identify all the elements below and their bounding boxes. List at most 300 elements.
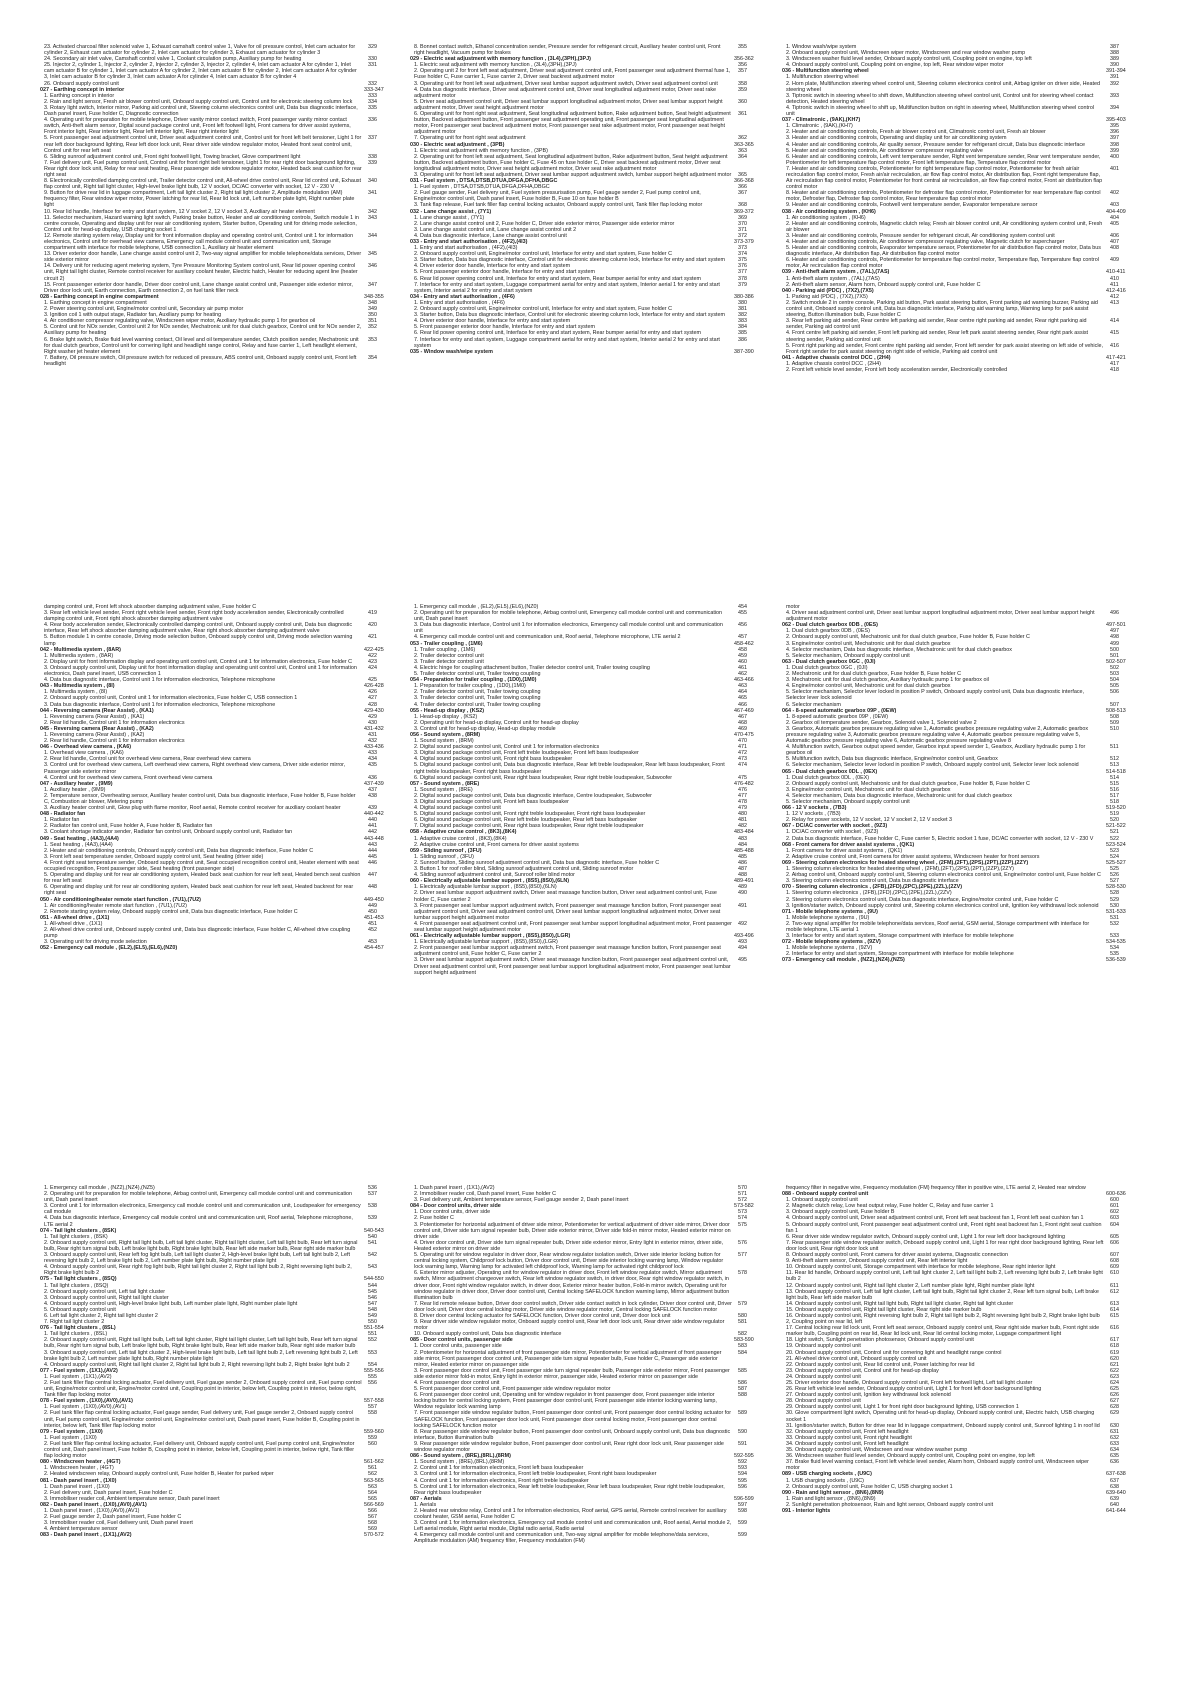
entry-page: 423 <box>368 658 377 665</box>
entry-title: 30. Glove compartment light switch, Operating unit for head-up display, Onboard supply control unit, Electric hatch, USB charging socket 1 <box>786 1410 1095 1423</box>
index-entry <box>40 105 430 117</box>
entry-page: 411 <box>1110 281 1119 288</box>
entry-title: 4. Driver exterior door handle, Interface for entry and start system <box>414 318 571 325</box>
entry-page: 470 <box>738 738 747 745</box>
entry-title: 5. Operating and display unit for rear air conditioning system, Heated back seat cushion for rear left seat, Heated bench seat cushion for rear left seat <box>44 872 361 885</box>
entry-page: 383 <box>738 318 747 325</box>
entry-title: 079 - Fuel system , (1X0) <box>40 1428 103 1435</box>
entry-title: 1. Tail light clusters , (8SK) <box>44 1233 108 1240</box>
entry-page: 395 <box>1110 123 1119 130</box>
index-entry <box>410 945 800 957</box>
entry-page: 528 <box>1110 890 1119 897</box>
entry-title: 9. Button for drive rear lid in luggage compartment, Left tail light cluster 2, Right tail light cluster 2, Amplitude modulation (AM) frequency filter, Rear window wiper motor, Power latching for rear lid, Rear lid lock unit, Left number plate light, Right number plate light <box>44 190 355 209</box>
entry-title: 1. Auxiliary heater , (9M9) <box>44 786 106 793</box>
entry-page: 569 <box>368 1526 377 1533</box>
entry-title: 1. Windscreen heater , (4GT) <box>44 1465 114 1472</box>
index-entry <box>40 927 430 939</box>
entry-title: 3. Interface for entry and start system, Storage compartment with interface for mobile telephone <box>786 933 1014 940</box>
entry-title: 23. Activated charcoal filter solenoid valve 1, Exhaust camshaft control valve 1, Valve for oil pressure control, Inlet cam actuator for cylinder 2, Exhaust cam actuator for cylinder 2, Inlet cam actuator for cylinder 3, Exhaust cam actuator for cylinder 3 <box>44 44 356 57</box>
entry-title: 4. Engine/motor control unit, Mechatronic unit for dual clutch gearbox <box>786 683 951 690</box>
entry-title: 061 - Electrically adjustable lumbar support , (8S5),(8S0),(LGR) <box>410 933 571 940</box>
index-entry <box>410 903 800 921</box>
entry-page: 350 <box>368 312 377 319</box>
entry-page: 536-539 <box>1106 957 1126 964</box>
index-column <box>410 44 800 544</box>
entry-title: 1. All-wheel drive , (1X1) <box>44 920 103 927</box>
entry-title: 8. Electronically controlled damping control unit, Trailer detector control unit, All-wheel drive control unit, Rear lid control unit, Exhaust flap control unit, Right tail light cluster, High-level brake light bulb, 12 V socket, DC/AC converter with socket, 12 V - 230 V <box>44 178 362 191</box>
entry-page: 557 <box>368 1404 377 1411</box>
entry-title: 036 - Multifunction steering wheel <box>782 68 869 75</box>
index-entry <box>782 1240 1172 1252</box>
entry-title: 1. Trailer coupling , (1M6) <box>414 646 476 653</box>
entry-title: 3. Starter button, Data bus diagnostic interface, Control unit for electronic steering column lock, Interface for entry and start system <box>414 312 726 319</box>
index-entry <box>40 263 430 281</box>
entry-page: 417 <box>1110 360 1119 367</box>
entry-title: 9. Rear passenger side window regulator button, Front passenger door control unit, Rear right door lock unit, Rear passenger side window regulator motor <box>414 1440 724 1454</box>
entry-page: 434 <box>368 756 377 763</box>
entry-title: 4. Data bus diagnostic interface, Emergency call module control unit and communication unit, Roof aerial, Telephone microphone, LTE aerial 2 <box>44 1215 353 1228</box>
entry-title: 2. Mechatronic unit for dual clutch gearbox, Fuse holder B, Fuse holder C <box>786 671 961 678</box>
index-entry <box>40 117 430 135</box>
entry-title: 3. Gearbox, Automatic gearbox pressure regulating valve 1, Automatic gearbox pressure regulating valve 2, Automatic gearbox pressure regulating valve 3, Automatic gearbox pressure regulating valve 4, Automatic gearbox pressure regulating valve 5, Automatic gearbox pressure regulating valve 6, Automatic gearbox pressure regulating valve 8 <box>786 725 1089 745</box>
entry-title: 072 - Mobile telephone systems , (9ZV) <box>782 939 881 946</box>
entry-page: 448 <box>368 884 377 891</box>
entry-page: 414 <box>1110 318 1119 325</box>
entry-title: 1. Tail light clusters , (8SL) <box>44 1331 108 1338</box>
entry-title: 086 - Sound system , (8RE),(8RL),(8RM) <box>410 1453 511 1460</box>
entry-page: 632 <box>1110 1434 1119 1441</box>
entry-title: 1. Sound system , (8RE) <box>414 786 473 793</box>
entry-title: 4. Onboard supply control unit, Coupling point on engine, top left, Rear window wiper motor <box>786 62 1004 69</box>
entry-page: 534 <box>1110 945 1119 952</box>
index-entry <box>40 1441 430 1459</box>
entry-title: 3. Onboard supply control unit, Display unit for front information display and operating unit control unit, Control unit 1 for information electronics, Dash panel insert, USB connection 1 <box>44 664 357 678</box>
index-entry <box>40 251 430 263</box>
entry-title: 1. Onboard supply control unit <box>786 1197 858 1204</box>
entry-page: 635 <box>1110 1453 1119 1460</box>
entry-title: 032 - Lane change assist , (7Y1) <box>410 208 492 215</box>
entry-title: 071 - Mobile telephone systems , (9U) <box>782 908 878 915</box>
index-entry <box>40 324 430 336</box>
entry-page: 547 <box>368 1300 377 1307</box>
entry-page: 426-428 <box>364 683 384 690</box>
entry-page: 351 <box>368 318 377 325</box>
entry-title: 2. Temperature sensor, Overheating sensor, Auxiliary heater control unit, Data bus diagnostic interface, Fuse holder B, Fuse holder C, Combustion air blower, Metering pump <box>44 792 356 805</box>
entry-page: 382 <box>738 312 747 319</box>
entry-title: 1. 12 V sockets , (7B3) <box>786 811 841 818</box>
entry-title: 8. Driver door central locking actuator for SAFELOCK function, Driver door control unit, Driver door lock unit <box>414 1312 671 1319</box>
entry-page: 331 <box>368 62 377 69</box>
entry-page: 392 <box>1110 80 1119 87</box>
entry-title: 9. Rear driver side window regulator motor, Onboard supply control unit, Rear left door lock unit, Rear driver side window regulator motor <box>414 1319 725 1332</box>
entry-page: 439 <box>368 805 377 812</box>
entry-page: 436 <box>368 774 377 781</box>
entry-page: 568 <box>368 1520 377 1527</box>
entry-title: 3. Control unit for overhead view camera, Left overhead view camera, Right overhead view camera, Driver side exterior mirror, Passenger side exterior mirror <box>44 762 346 775</box>
entry-page: 511 <box>1110 744 1119 751</box>
entry-title: 087 - Aerials <box>410 1495 442 1502</box>
entry-title: 14. Delivery unit for reducing agent metering system, Tyre Pressure Monitoring System control unit, Rear lid power opening control unit, Right tail light cluster, Remote control receiver for auxiliary coolant heater, Electric hatch, Heater for reducing agent line (heater circuit 2) <box>44 263 358 282</box>
entry-page: 335 <box>368 104 377 111</box>
entry-title: 1. Dash panel insert , (1X1),(AV2) <box>414 1185 495 1191</box>
index-column <box>40 1185 430 1675</box>
entry-page: 485 <box>738 853 747 860</box>
entry-title: 2. Fuel gauge sender, Fuel delivery unit, Fuel system pressurisation pump, Fuel gauge sender 2, Fuel pump control unit, Engine/motor control unit, Dash panel insert, Fuse holder B, Fuse 10 on fuse holder B <box>414 190 701 203</box>
index-entry <box>410 622 800 634</box>
entry-title: 1. Emergency call module , (EL2),(EL5),(EL6),(NZ0) <box>414 604 539 610</box>
entry-title: 067 - DC/AC converter with socket , (9Z3) <box>782 823 888 830</box>
entry-title: 057 - Sound system , (8RE) <box>410 780 480 787</box>
entry-title: 2. Onboard supply control unit, Control unit 1 for information electronics, Fuse holder C, USB connection 1 <box>44 695 298 702</box>
entry-title: 9. Heater and air conditioning controls, Footwell vent temperature sender, Evaporator temperature sensor <box>786 202 1038 209</box>
entry-title: 4. Onboard supply control unit, Rear right fog light bulb, Right tail light cluster 2, Right tail light bulb 2, Right reversing light bulb 2, Right brake light bulb 2 <box>44 1264 352 1277</box>
entry-page: 566 <box>368 1507 377 1514</box>
entry-page: 630 <box>1110 1422 1119 1429</box>
entry-title: 065 - Dual clutch gearbox 0DL , (0EX) <box>782 768 878 775</box>
entry-page: 557-558 <box>364 1398 384 1405</box>
index-entry <box>410 890 800 902</box>
entry-title: 2. Rear lid handle, Control unit for overhead view camera, Rear overhead view camera <box>44 756 251 763</box>
entry-page: 372 <box>738 232 747 239</box>
entry-page: 426 <box>368 689 377 696</box>
entry-page: 431-432 <box>364 725 384 732</box>
entry-title: 1. Steering column electronics , (2FB),(2FD),(2PC),(2PE),(2ZL),(2ZV) <box>786 890 952 897</box>
index-entry <box>410 87 800 99</box>
index-entry <box>782 1270 1172 1282</box>
entry-title: 054 - Preparation for trailer coupling , (1D0),(1M0) <box>410 677 537 684</box>
index-entry <box>40 634 430 646</box>
index-entry <box>410 1532 800 1544</box>
entry-page: 597 <box>738 1501 747 1508</box>
entry-page: 446 <box>368 859 377 866</box>
index-entry <box>782 245 1172 257</box>
entry-page: 481 <box>738 817 747 824</box>
entry-title: 7. Rear lid remote release button, Driver door control switch, Driver side contact switch in lock cylinder, Driver door control unit, Driver door lock unit, Driver door central locking motor, Driver side window regulator motor, Central locking SAFELOCK function motor <box>414 1300 732 1313</box>
entry-page: 342 <box>368 208 377 215</box>
entry-page: 391 <box>1110 74 1119 81</box>
entry-title: 6. Operating and display unit for rear air conditioning system, Heated back seat cushion for rear left seat, Heated backrest for rear right seat <box>44 884 354 897</box>
entry-title: 1. Climatronic , (9AK),(KH7) <box>786 123 853 130</box>
entry-page: 365 <box>738 171 747 178</box>
entry-title: 1. Radiator fan <box>44 817 80 824</box>
entry-page: 360 <box>738 98 747 105</box>
entry-title: 2. Radiator fan control unit, Fuse holder A, Fuse holder B, Radiator fan <box>44 823 213 830</box>
entry-title: 1. Tail light clusters , (8SQ) <box>44 1282 109 1289</box>
entry-title: 5. Control unit for NOx sender, Control unit 2 for NOx sender, Mechatronic unit for dual clutch gearbox, Control unit for NOx sender 2, Auxiliary pump for heating <box>44 324 362 337</box>
entry-title: 3. Digital sound package control unit, Front left treble loudspeaker, Front left bass loudspeaker <box>414 750 639 757</box>
entry-title: 34. Onboard supply control unit, Front left headlight <box>786 1440 909 1447</box>
entry-title: 1. Dual clutch gearbox 0DL , (0EX) <box>786 774 870 781</box>
entry-title: 3. Rear left parking aid sender, Rear centre left parking aid sender, Rear centre right parking aid sender, Rear right parking aid sender, Parking aid control unit <box>786 318 1087 331</box>
entry-page: 587 <box>738 1386 747 1393</box>
entry-page: 356 <box>738 62 747 69</box>
entry-title: 2. Immobiliser reader coil, Dash panel insert, Fuse holder C <box>414 1191 557 1198</box>
entry-title: 26. Onboard supply control unit <box>44 80 119 87</box>
entry-title: 37. Brake fluid level warning contact, Front left vehicle level sender, Alarm horn, Onboard supply control unit, Windscreen wiper motor <box>786 1459 1089 1472</box>
entry-page: 550 <box>368 1319 377 1326</box>
entry-title: 3. Starter button, Data bus diagnostic interface, Control unit for electronic steering column lock, Interface for entry and start system <box>414 257 726 264</box>
entry-title: 3. Mechatronic unit for dual clutch gearbox, Auxiliary hydraulic pump 1 for gearbox oil <box>786 677 989 684</box>
entry-title: 055 - Head-up display , (KS2) <box>410 707 484 714</box>
index-entry <box>410 1222 800 1240</box>
entry-page: 472 <box>738 750 747 757</box>
entry-page: 338 <box>368 153 377 160</box>
entry-page: 458 <box>738 646 747 653</box>
entry-page: 376 <box>738 263 747 270</box>
entry-title: 5. Operating unit for window regulator in driver door, Rear window regulator isolation switch, Driver side interior locking button for central locking system, Childproof lock button, Driver door control unit, Driver side interior locking warning lamp, Window regulator lock warning lamp, Warning lamp for activated left childproof lock, Warning lamp for activated right childproof lock <box>414 1252 724 1271</box>
index-column <box>782 604 1172 1124</box>
entry-title: 075 - Tail light clusters , (8SQ) <box>40 1276 117 1283</box>
entry-page: 504 <box>1110 677 1119 684</box>
entry-title: 3. Heater and air conditioning controls, Pressure sender for refrigerant circuit, Air conditioning system control unit <box>786 232 1055 239</box>
entry-page: 516 <box>1110 786 1119 793</box>
entry-title: 043 - Multimedia system , (8I) <box>40 683 115 690</box>
entry-page: 369 <box>738 214 747 221</box>
entry-title: 078 - Fuel system , (1X0),(AV0),(AV1) <box>40 1398 133 1405</box>
entry-title: 5. Digital sound package control unit, Data bus diagnostic interface, Rear left treble loudspeaker, Rear left bass loudspeaker, Front right treble loudspeaker, Front right bass loudspeaker <box>414 762 725 775</box>
entry-title: 040 - Parking aid (PDC) , (7X2),(7X5) <box>782 287 874 294</box>
entry-title: 7. Right tail light cluster 2 <box>44 1319 105 1326</box>
entry-page: 563-565 <box>364 1477 384 1484</box>
entry-page: 614 <box>1110 1306 1119 1313</box>
entry-page: 485-488 <box>734 847 754 854</box>
entry-title: 3. Tiptronic switch in steering wheel to shift down, Multifunction steering wheel control unit, Control unit for steering wheel contact detection, Heated steering wheel <box>786 92 1094 105</box>
entry-page: 457 <box>738 634 747 641</box>
entry-page: 403 <box>1110 202 1119 209</box>
entry-page: 379 <box>738 281 747 288</box>
entry-page: 380-386 <box>734 293 754 300</box>
entry-title: 2. Heated rear window relay, Control unit 1 for information electronics, Roof aerial, GPS aerial, Remote control receiver for auxiliary coolant heater, GSM aerial, Fuse holder C <box>414 1507 727 1521</box>
entry-title: 6. Heater and air conditioning controls, Left vent temperature sender, Right vent temperature sender, Rear vent temperature sender, Potentiometer for left temperature flap control motor, Front left temperature flap, Temperature flap control motor <box>786 153 1101 166</box>
entry-page: 540 <box>368 1233 377 1240</box>
entry-title: 4. Emergency call module control unit and communication unit, Two-way signal amplifier for mobile telephone/data services, Amplitude modulation (AM) frequency filter, Frequency modulation (FM) <box>414 1532 710 1545</box>
entry-title: 052 - Emergency call module , (EL2),(EL5),(EL6),(NZ0) <box>40 945 178 952</box>
entry-title: 4. Digital sound package control unit <box>414 805 501 812</box>
entry-page: 451 <box>368 920 377 927</box>
entry-title: 081 - Dash panel insert , (1X0) <box>40 1477 117 1484</box>
entry-title: 2. Trailer detector control unit, Trailer towing coupling <box>414 689 541 696</box>
entry-page: 628 <box>1110 1404 1119 1411</box>
entry-title: 6. Operating unit for front right seat adjustment, Seat longitudinal adjustment button, Rake adjustment button, Seat height adjustment button, Backrest adjustment button, Front passenger seat adjustment operating unit, Front passenger seat longitudinal adjustment motor, Front passenger seat backrest adjustment motor, Front passenger seat rake adjustment motor, Front passenger seat height adjustment motor <box>414 111 731 136</box>
entry-page: 483-484 <box>734 829 754 836</box>
entry-title: 1. Fuel system , (1X1),(AV2) <box>44 1373 112 1380</box>
entry-page: 523-524 <box>1106 841 1126 848</box>
entry-title: 3. Operating unit for front left seat adjustment, Driver seat lumbar support adjustment switch, Driver seat adjustment control unit <box>414 80 718 87</box>
entry-page: 551-554 <box>364 1325 384 1332</box>
entry-title: 4. Heater and air conditioning controls, Air quality sensor, Pressure sender for refrigerant circuit, Data bus diagnostic interface <box>786 141 1086 148</box>
entry-title: 5. Selector mechanism, Selector lever locked in position P switch, Onboard supply control unit, Data bus diagnostic interface, Selector lever lock solenoid <box>786 689 1085 702</box>
entry-page: 596 <box>738 1483 747 1490</box>
entry-title: 5. Onboard supply control unit, Front passenger seat adjustment control unit, Front right seat backrest fan 1, Front right seat cushion fan 1 <box>786 1221 1102 1234</box>
entry-title: 030 - Electric seat adjustment , (3PB) <box>410 141 505 148</box>
entry-page: 594 <box>738 1471 747 1478</box>
entry-title: 3. Immobiliser reader coil, Fuel delivery unit, Dash panel insert <box>44 1520 193 1527</box>
entry-title: 3. Windscreen washer fluid level sender, Onboard supply control unit, Coupling point on engine, top left <box>786 56 1032 63</box>
entry-title: 2. Sunroof button, Sliding sunroof adjustment control unit, Data bus diagnostic interface, Fuse holder C <box>414 859 660 866</box>
entry-page: 498 <box>1110 634 1119 641</box>
entry-title: 7. Battery, Oil pressure switch, Oil pressure switch for reduced oil pressure, ABS control unit, Onboard supply control unit, Front left headlight <box>44 354 357 367</box>
entry-page: 402 <box>1110 190 1119 197</box>
index-entry <box>410 1520 800 1532</box>
index-entry <box>40 1380 430 1398</box>
entry-title: 4. Front passenger seat adjustment control unit, Front passenger seat lumbar support longitudinal adjustment motor, Front passenger seat lumbar support height adjustment motor <box>414 920 732 933</box>
entry-page: 366-368 <box>734 178 754 185</box>
entry-title: 3. Auxiliary heater control unit, Glow plug with flame monitor, Roof aerial, Remote control receiver for auxiliary coolant heater <box>44 805 341 812</box>
entry-title: 2. Fuel tank filler flap central locking actuator, Fuel delivery unit, Onboard supply control unit, Fuel pump control unit, Engine/motor control unit, Dash panel insert, Fuse holder B, Coupling point in interior, below left, Coupling point in interior, below right, Tank filler flap locking motor <box>44 1440 355 1460</box>
entry-title: 091 - Interior lights <box>782 1507 831 1514</box>
entry-page: 381 <box>738 306 747 313</box>
entry-page: 344 <box>368 232 377 239</box>
index-entry <box>782 154 1172 166</box>
index-entry <box>410 1270 800 1300</box>
entry-page: 433 <box>368 750 377 757</box>
index-entry <box>40 1252 430 1264</box>
index-entry <box>782 190 1172 202</box>
entry-title: 2. Onboard supply control unit, Engine/motor control unit, Interface for entry and start system, Fuse holder C <box>414 251 672 258</box>
entry-title: 1. Dash panel insert , (1X0) <box>44 1483 110 1490</box>
index-entry <box>782 726 1172 744</box>
entry-title: 6. Digital sound package control unit, Rear left treble loudspeaker, Rear left bass loudspeaker <box>414 817 637 824</box>
index-entry <box>410 337 800 349</box>
entry-title: 076 - Tail light clusters , (8SL) <box>40 1325 116 1332</box>
index-entry <box>40 135 430 153</box>
entry-title: 4. Selector mechanism, Data bus diagnostic interface, Mechatronic unit for dual clutch gearbox <box>786 792 1012 799</box>
entry-title: 1. Seat heating , (4A3),(4A4) <box>44 841 113 848</box>
index-entry <box>40 233 430 251</box>
index-entry <box>40 190 430 208</box>
entry-page: 458-462 <box>734 640 754 647</box>
index-entry <box>410 1441 800 1453</box>
entry-page: 592-595 <box>734 1453 754 1460</box>
entry-page: 393 <box>1110 92 1119 99</box>
entry-page: 629 <box>1110 1410 1119 1417</box>
entry-page: 413 <box>1110 299 1119 306</box>
entry-title: 6. Rear lid power opening control unit, Interface for entry and start system, Rear bumper aerial for entry and start system <box>414 275 702 282</box>
entry-page: 582 <box>738 1331 747 1338</box>
entry-page: 462 <box>738 671 747 678</box>
entry-title: 1. Adaptive cruise control , (8K3),(8K4) <box>414 835 507 842</box>
entry-page: 623 <box>1110 1373 1119 1380</box>
index-entry <box>410 762 800 774</box>
entry-page: 598 <box>738 1507 747 1514</box>
entry-title: 4. Air conditioner compressor regulating valve, Windscreen wiper motor, Auxiliary hydraulic pump 1 for gearbox oil <box>44 318 316 325</box>
entry-page: 513 <box>1110 762 1119 769</box>
entry-title: 047 - Auxiliary heater , (9M9) <box>40 780 113 787</box>
entry-title: 038 - Air conditioning system , (KH6) <box>782 208 876 215</box>
entry-page: 534-535 <box>1106 939 1126 946</box>
entry-page: 553 <box>368 1349 377 1356</box>
entry-title: 1. Electric seat adjustment with memory function , (3L4),(3PH),(3PJ) <box>414 62 577 69</box>
entry-title: 5. Front passenger door control unit, Front passenger side window regulator motor <box>414 1386 611 1393</box>
entry-title: 7. Digital sound package control unit, Rear right bass loudspeaker, Rear right treble loudspeaker <box>414 823 644 830</box>
entry-title: 6. Exterior mirror adjuster, Operating unit for window regulator in driver door, Front left window regulator switch, Mirror adjustment switch, Mirror adjustment changeover switch, Rear left window regulator switch, in driver door, Rear right window regulator switch, in driver door, Front right window regulator switch, in driver door, Exterior mirror heater button, Fold-in mirror switch, Operating unit for window regulator in driver door, Driver door control unit, Central locking SAFELOCK function warning lamp, Mirror adjustment button illumination bulb <box>414 1270 730 1301</box>
entry-page: 607 <box>1110 1252 1119 1259</box>
entry-page: 512 <box>1110 756 1119 763</box>
entry-title: 069 - Steering column electronics for heated steering wheel , (2FM),(2FT),(2PS),(2PT),(2ZP),(2ZY) <box>782 859 1029 866</box>
entry-title: 1. Parking aid (PDC) , (7X2),(7X5) <box>786 293 868 300</box>
entry-title: 3. Onboard supply control unit, Left tail light cluster 2, High-level brake light bulb, Left tail light bulb 2, Left reversing light bulb 2, Left brake light bulb 2, Left number plate light bulb, Right number plate light <box>44 1349 358 1362</box>
entry-page: 359 <box>738 86 747 93</box>
entry-title: 1. Air conditioning system , (KH6) <box>786 214 866 221</box>
entry-title: 11. Selector mechanism, Hazard warning light switch, Parking brake button, Heater and air conditioning controls, Switch module 1 in centre console, Operating and display unit for rear air conditioning system, Starter button, Operating unit for driving mode selection, Control unit for head-up display, USB charging socket 1 <box>44 214 359 233</box>
entry-page: 442 <box>368 829 377 836</box>
entry-page: 617 <box>1110 1337 1119 1344</box>
entry-title: 1. Entry and start authorisation , (4F2),(4I3) <box>414 245 518 252</box>
entry-title: 3. Potentiometer for horizontal adjustment of driver side mirror, Potentiometer for vertical adjustment of driver side mirror, Driver door control unit, Driver side turn signal repeater bulb, Driver side exterior mirror, Driver side fold-in mirror motor, Heated exterior mirror on driver side <box>414 1221 731 1240</box>
entry-page: 388 <box>1110 50 1119 57</box>
entry-title: 066 - 12 V sockets , (7B3) <box>782 805 847 812</box>
index-entry <box>410 1508 800 1520</box>
entry-title: 2. Rain and light sensor, Fresh air blower control unit, Onboard supply control unit, Control unit for electronic steering column lock <box>44 98 353 105</box>
entry-page: 469 <box>738 725 747 732</box>
entry-page: 626 <box>1110 1392 1119 1399</box>
entry-page: 454-457 <box>364 945 384 952</box>
entry-page: 451-453 <box>364 914 384 921</box>
entry-page: 571 <box>738 1191 747 1198</box>
entry-title: 4. Front passenger door control unit <box>414 1380 500 1386</box>
entry-title: 5. Front passenger seat adjustment control unit, Driver seat adjustment control unit, Control unit for front left belt tensioner, Light 1 for rear left door background lighting, Rear left door lock unit, Rear driver side window regulator motor, Heated front seat control unit, Control unit for rear left seat <box>44 135 362 154</box>
entry-page: 525 <box>1110 866 1119 873</box>
entry-title: 28. Onboard supply control unit <box>786 1398 861 1405</box>
entry-title: 2. All-wheel drive control unit, Onboard supply control unit, Data bus diagnostic interface, Fuse holder C, All-wheel drive coupling pump <box>44 926 351 940</box>
entry-page: 551 <box>368 1331 377 1338</box>
entry-page: 502 <box>1110 664 1119 671</box>
entry-title: 1. Dash panel insert , (1X0),(AV0),(AV1) <box>44 1507 140 1514</box>
entry-title: 29. Onboard supply control unit, Light 1 for front right door background lighting, USB connection 1 <box>786 1404 1019 1411</box>
entry-page: 627 <box>1110 1398 1119 1405</box>
entry-page: 506 <box>1110 689 1119 696</box>
entry-page: 636 <box>1110 1459 1119 1466</box>
index-entry <box>40 793 430 805</box>
entry-title: 2. Switch module 2 in centre console, Parking aid button, Park assist steering button, Front parking aid warning buzzer, Parking aid control unit, Onboard supply control unit, Data bus diagnostic interface, Parking aid warning lamp, Warning lamp for park assist steering, Button illumination bulb, Fuse holder C <box>786 299 1098 319</box>
entry-page: 544-550 <box>364 1276 384 1283</box>
entry-page: 634 <box>1110 1447 1119 1454</box>
entry-title: 1. Adaptive chassis control DCC , (2H4) <box>786 360 881 367</box>
entry-page: 499 <box>1110 640 1119 647</box>
entry-title: 5. Control unit 1 for information electronics, Rear left treble loudspeaker, Rear left bass loudspeaker, Rear right treble loudspeaker, Rear right bass loudspeaker <box>414 1483 725 1496</box>
entry-title: 3. Front passenger seat lumbar support adjustment switch, Front passenger seat massage function button, Front passenger seat adjustment control unit, Driver seat adjustment control unit, Driver seat lumbar support longitudinal adjustment motor, Driver seat lumbar support height adjustment motor <box>414 902 721 921</box>
entry-page: 520 <box>1110 817 1119 824</box>
entry-title: 031 - Fuel system , DTSA,DTSB,DTUA,DFGA,DFHA,DBGC <box>410 178 558 185</box>
entry-page: 633 <box>1110 1440 1119 1447</box>
entry-title: 2. Onboard supply control unit, Mechatronic unit for dual clutch gearbox, Fuse holder B, Fuse holder C <box>786 634 1030 641</box>
entry-page: 542 <box>368 1252 377 1259</box>
index-entry <box>40 178 430 190</box>
entry-title: 059 - Sliding sunroof , (3FU) <box>410 847 482 854</box>
entry-title: 1. Multimedia system , (8I) <box>44 689 108 696</box>
entry-title: 4. Multifunction switch, Gearbox output speed sender, Gearbox input speed sender 1, Gearbox, Auxiliary hydraulic pump 1 for gearbox oil <box>786 744 1086 757</box>
entry-page: 477 <box>738 792 747 799</box>
entry-page: 563 <box>368 1483 377 1490</box>
index-band-3 <box>0 1185 1190 1675</box>
entry-title: 051 - All-wheel drive , (1X1) <box>40 914 110 921</box>
entry-page: 380 <box>738 299 747 306</box>
entry-page: 390 <box>1110 62 1119 69</box>
index-entry <box>410 921 800 933</box>
entry-page: 362 <box>738 135 747 142</box>
entry-page: 416 <box>1110 342 1119 349</box>
entry-page: 353 <box>368 336 377 343</box>
entry-title: 1. Front camera for driver assist systems , (QK1) <box>786 847 903 854</box>
entry-title: 3. Control unit 1 for information electronics, Emergency call module control unit and communication unit, Roof aerial, Aerial module 2, Left aerial module, Right aerial module, Digital radio aerial, Radio aerial <box>414 1520 732 1533</box>
entry-page: 570-572 <box>364 1532 384 1539</box>
entry-title: 4. Data bus diagnostic interface, Driver seat adjustment control unit, Driver seat longitudinal adjustment motor, Driver seat rake adjustment motor <box>414 86 717 99</box>
entry-page: 427 <box>368 695 377 702</box>
entry-page: 336 <box>368 117 377 124</box>
entry-title: 6. Left tail light cluster 2, Right tail light cluster 2 <box>44 1312 158 1319</box>
entry-page: 491 <box>738 902 747 909</box>
entry-page: 410-411 <box>1106 269 1126 276</box>
